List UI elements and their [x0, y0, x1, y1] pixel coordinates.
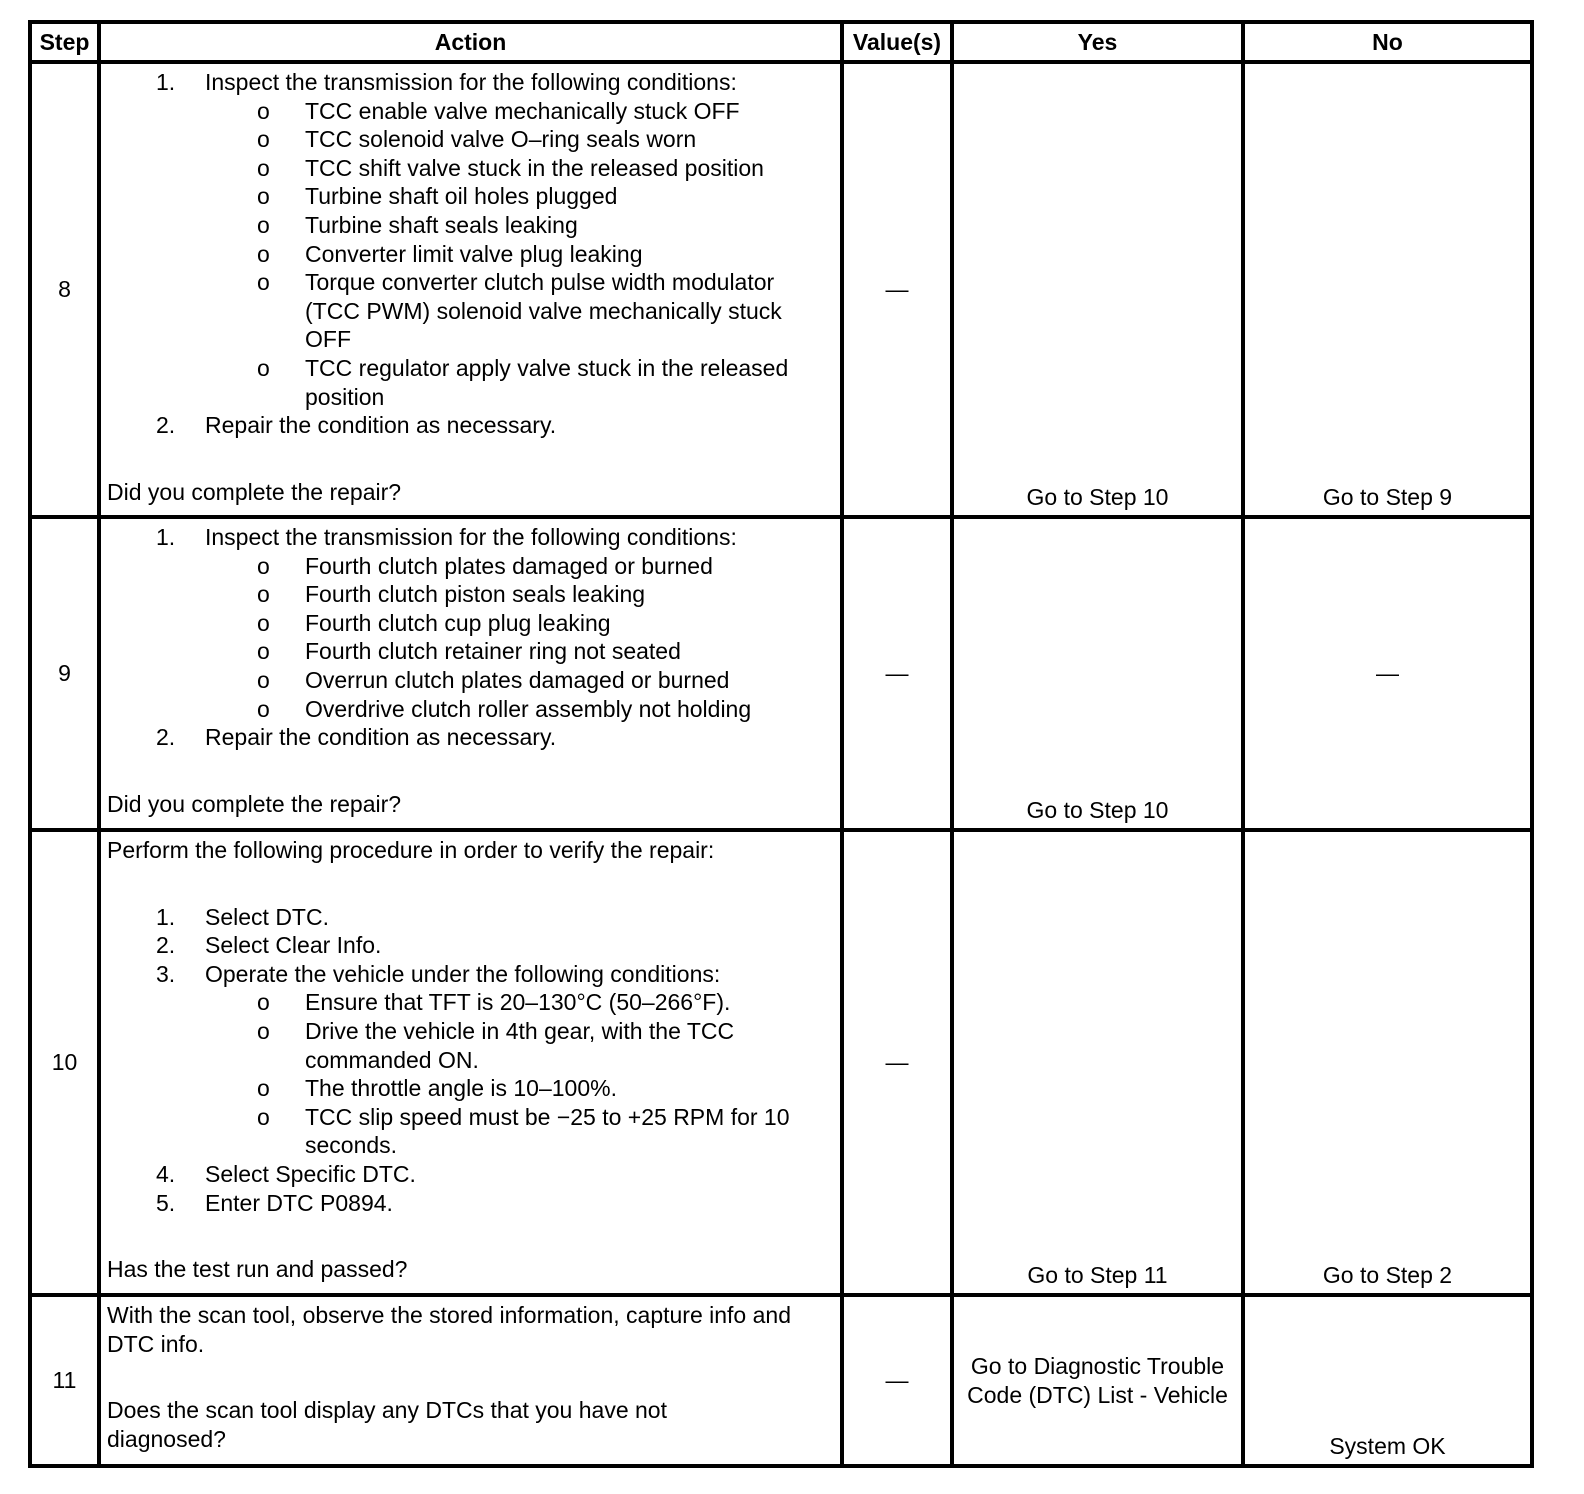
condition-text: Overrun clutch plates damaged or burned: [305, 666, 730, 693]
bullet-glyph: o: [257, 1103, 270, 1130]
condition-text: Fourth clutch cup plug leaking: [305, 609, 611, 636]
value-cell: —: [842, 830, 952, 1295]
bullet-glyph: o: [257, 609, 270, 636]
bullet-glyph: o: [257, 695, 270, 722]
bullet-glyph: o: [257, 581, 270, 608]
condition-list: [107, 97, 834, 412]
header-row: [30, 22, 1532, 62]
dtc-list-link[interactable]: Go to Diagnostic Trouble Code (DTC) List - Vehicle: [967, 1352, 1228, 1408]
list-text: Select Clear Info.: [205, 932, 382, 959]
condition-item: [107, 1103, 834, 1160]
bullet-glyph: o: [257, 552, 270, 579]
condition-item: [107, 97, 834, 126]
condition-text: TCC regulator apply valve stuck in the released position: [305, 354, 789, 410]
list-text: Select DTC.: [205, 903, 329, 930]
yes-cell: Go to Step 10: [952, 62, 1243, 517]
condition-item: [107, 268, 834, 354]
action-list: [107, 523, 834, 752]
condition-text: Converter limit valve plug leaking: [305, 240, 643, 267]
bullet-glyph: o: [257, 269, 270, 296]
condition-text: Fourth clutch retainer ring not seated: [305, 638, 681, 665]
list-number: 1.: [156, 69, 176, 95]
yes-cell: Go to Step 11: [952, 830, 1243, 1295]
bullet-glyph: o: [257, 126, 270, 153]
list-number: 3.: [156, 960, 176, 987]
step-number: 10: [30, 830, 99, 1295]
condition-item: [107, 666, 834, 695]
action-list: [107, 68, 834, 440]
question-text: Did you complete the repair?: [107, 478, 402, 505]
list-text: Select Specific DTC.: [205, 1160, 416, 1187]
list-item: [107, 960, 834, 1160]
list-item: [107, 411, 834, 440]
header-step: Step: [30, 22, 99, 62]
condition-text: Fourth clutch plates damaged or burned: [305, 552, 713, 579]
list-item: [107, 68, 834, 411]
condition-item: [107, 154, 834, 183]
action-cell: [99, 517, 842, 830]
bullet-glyph: o: [257, 989, 270, 1016]
table-row-step-9: [30, 517, 1532, 830]
bullet-glyph: o: [257, 666, 270, 693]
table-row-step-11: [30, 1295, 1532, 1466]
value-cell: —: [842, 517, 952, 830]
condition-item: [107, 695, 834, 724]
header-no: No: [1243, 22, 1532, 62]
action-cell: [99, 62, 842, 517]
list-number: 2.: [156, 932, 176, 959]
step-number: 9: [30, 517, 99, 830]
no-cell: System OK: [1243, 1295, 1532, 1466]
no-cell: —: [1243, 517, 1532, 830]
condition-text: Turbine shaft oil holes plugged: [305, 183, 618, 210]
action-cell: [99, 1295, 842, 1466]
question-text: Has the test run and passed?: [107, 1256, 408, 1283]
list-number: 2.: [156, 724, 176, 751]
list-number: 4.: [156, 1160, 176, 1187]
list-number: 2.: [156, 412, 176, 439]
condition-item: [107, 240, 834, 269]
condition-text: Ensure that TFT is 20–130°C (50–266°F).: [305, 989, 731, 1016]
list-item: [107, 1189, 834, 1218]
condition-list: [107, 552, 834, 724]
no-cell: Go to Step 9: [1243, 62, 1532, 517]
condition-text: TCC solenoid valve O–ring seals worn: [305, 126, 697, 153]
intro-text: With the scan tool, observe the stored information, capture info and DTC info.: [107, 1302, 791, 1357]
condition-text: Torque converter clutch pulse width modulator (TCC PWM) solenoid valve mechanically stuck OFF: [305, 269, 782, 353]
no-cell: Go to Step 2: [1243, 830, 1532, 1295]
list-item: [107, 723, 834, 752]
condition-item: [107, 580, 834, 609]
list-text: Inspect the transmission for the following conditions:: [205, 69, 737, 95]
condition-item: [107, 1074, 834, 1103]
list-text: Operate the vehicle under the following conditions:: [205, 960, 721, 987]
condition-text: TCC enable valve mechanically stuck OFF: [305, 97, 740, 124]
condition-item: [107, 182, 834, 211]
bullet-glyph: o: [257, 638, 270, 665]
question-text: Did you complete the repair?: [107, 790, 402, 817]
page: [28, 20, 1534, 1468]
bullet-glyph: o: [257, 211, 270, 238]
list-number: 1.: [156, 903, 176, 930]
list-item: [107, 931, 834, 960]
condition-item: [107, 354, 834, 411]
bullet-glyph: o: [257, 154, 270, 181]
condition-list: [107, 988, 834, 1160]
condition-item: [107, 1017, 834, 1074]
bullet-glyph: o: [257, 240, 270, 267]
condition-text: Fourth clutch piston seals leaking: [305, 581, 646, 608]
condition-text: TCC shift valve stuck in the released position: [305, 154, 764, 181]
value-cell: —: [842, 1295, 952, 1466]
list-item: [107, 1160, 834, 1189]
list-item: [107, 523, 834, 723]
list-number: 5.: [156, 1189, 176, 1216]
condition-item: [107, 609, 834, 638]
table-row-step-8: [30, 62, 1532, 517]
list-text: Enter DTC P0894.: [205, 1189, 393, 1216]
bullet-glyph: o: [257, 354, 270, 381]
list-item: [107, 903, 834, 932]
bullet-glyph: o: [257, 97, 270, 124]
condition-item: [107, 637, 834, 666]
condition-item: [107, 125, 834, 154]
condition-item: [107, 988, 834, 1017]
question-text: Does the scan tool display any DTCs that you have not diagnosed?: [107, 1397, 667, 1452]
header-yes: Yes: [952, 22, 1243, 62]
list-text: Repair the condition as necessary.: [205, 412, 557, 439]
value-cell: —: [842, 62, 952, 517]
header-values: Value(s): [842, 22, 952, 62]
action-list: [107, 903, 834, 1218]
table-row-step-10: [30, 830, 1532, 1295]
intro-text: Perform the following procedure in order to verify the repair:: [107, 837, 715, 863]
condition-item: [107, 552, 834, 581]
condition-text: Turbine shaft seals leaking: [305, 211, 578, 238]
step-number: 8: [30, 62, 99, 517]
action-cell: [99, 830, 842, 1295]
bullet-glyph: o: [257, 1017, 270, 1044]
condition-text: Overdrive clutch roller assembly not holding: [305, 695, 752, 722]
list-text: Repair the condition as necessary.: [205, 724, 557, 751]
diagnostic-table: [28, 20, 1534, 1468]
list-text: Inspect the transmission for the following conditions:: [205, 524, 737, 550]
condition-text: TCC slip speed must be −25 to +25 RPM for 10 seconds.: [305, 1103, 790, 1159]
condition-text: The throttle angle is 10–100%.: [305, 1075, 617, 1102]
yes-cell: Go to Step 10: [952, 517, 1243, 830]
header-action: Action: [99, 22, 842, 62]
list-number: 1.: [156, 524, 176, 550]
condition-item: [107, 211, 834, 240]
condition-text: Drive the vehicle in 4th gear, with the TCC commanded ON.: [305, 1017, 735, 1073]
step-number: 11: [30, 1295, 99, 1466]
yes-cell: [952, 1295, 1243, 1466]
bullet-glyph: o: [257, 1075, 270, 1102]
bullet-glyph: o: [257, 183, 270, 210]
